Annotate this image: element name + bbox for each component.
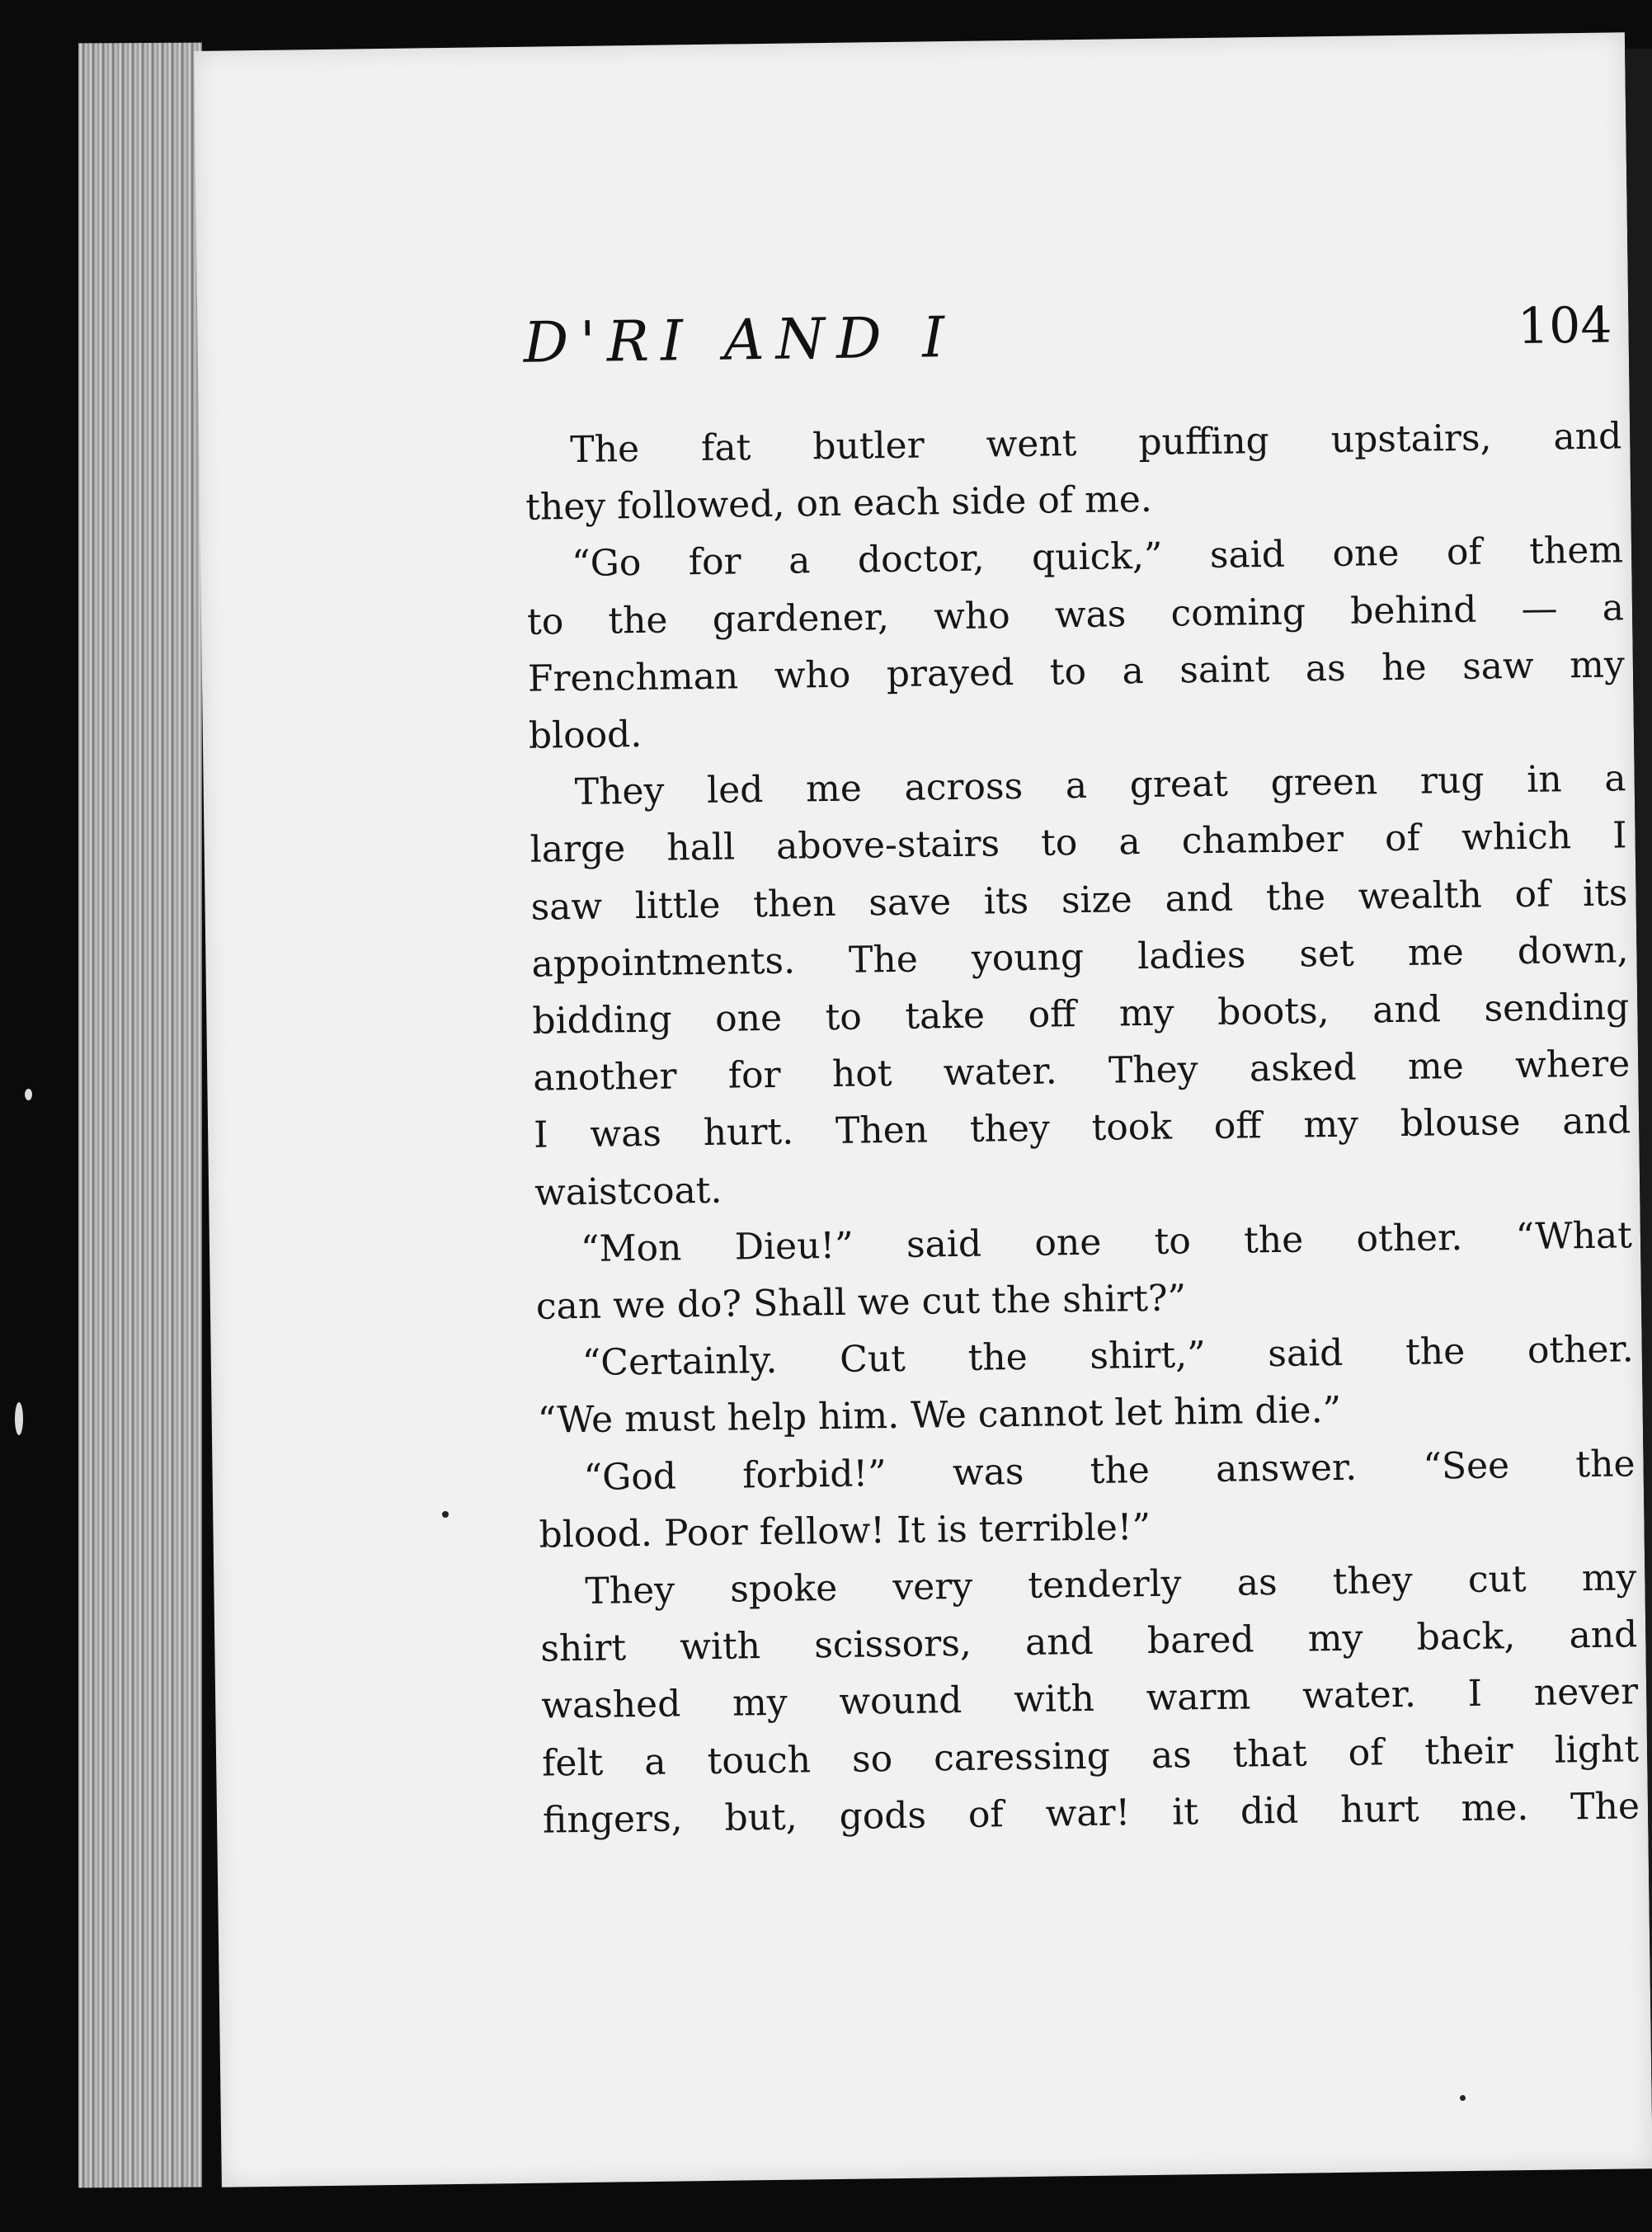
text-line: appointments. The young ladies set me down,	[531, 929, 1629, 986]
text-line: fingers, but, gods of war! it did hurt me. The	[542, 1785, 1640, 1842]
running-title: D'RI AND I	[523, 304, 957, 376]
text-line: bidding one to take off my boots, and sending	[532, 986, 1630, 1043]
text-line: They led me across a great green rug in a	[574, 757, 1626, 814]
text-line: shirt with scissors, and bared my back, and	[540, 1613, 1638, 1670]
text-line: “Mon Dieu!” said one to the other. “What	[580, 1214, 1633, 1270]
text-line: waistcoat.	[534, 1169, 722, 1214]
text-line: felt a touch so caressing as that of their light	[541, 1727, 1640, 1785]
page-number: 104	[1517, 296, 1612, 356]
text-line: blood. Poor fellow! It is terrible!”	[539, 1505, 1151, 1556]
text-line: they followed, on each side of me.	[525, 478, 1153, 529]
text-line: Frenchman who prayed to a saint as he saw my	[527, 643, 1626, 700]
text-line: can we do? Shall we cut the shirt?”	[535, 1277, 1187, 1328]
text-line: blood.	[528, 713, 642, 757]
body-text	[525, 407, 1640, 1848]
text-line: washed my wound with warm water. I never	[540, 1670, 1639, 1728]
page-header	[523, 297, 1612, 410]
page-stack-edges	[78, 43, 202, 2188]
text-line: large hall above-stairs to a chamber of which I	[529, 814, 1627, 872]
text-line: “We must help him. We cannot let him die.”	[537, 1389, 1342, 1443]
scan-speck	[442, 1511, 449, 1518]
text-line: They spoke very tenderly as they cut my	[585, 1556, 1637, 1613]
text-line: to the gardener, who was coming behind — a	[526, 586, 1625, 643]
scan-speck	[15, 1402, 23, 1435]
scan-speck	[1460, 2095, 1466, 2101]
text-line: I was hurt. Then they took off my blouse and	[533, 1100, 1631, 1157]
text-line: saw little then save its size and the wealth of its	[530, 871, 1628, 929]
text-line: “God forbid!” was the answer. “See the	[583, 1442, 1636, 1499]
text-line: The fat butler went puffing upstairs, and	[570, 415, 1622, 472]
text-line: another for hot water. They asked me where	[533, 1043, 1631, 1100]
text-line: “Certainly. Cut the shirt,” said the other.	[581, 1328, 1635, 1385]
scan-speck	[25, 1089, 32, 1100]
text-line: “Go for a doctor, quick,” said one of them	[571, 529, 1624, 586]
book-page	[194, 32, 1652, 2187]
